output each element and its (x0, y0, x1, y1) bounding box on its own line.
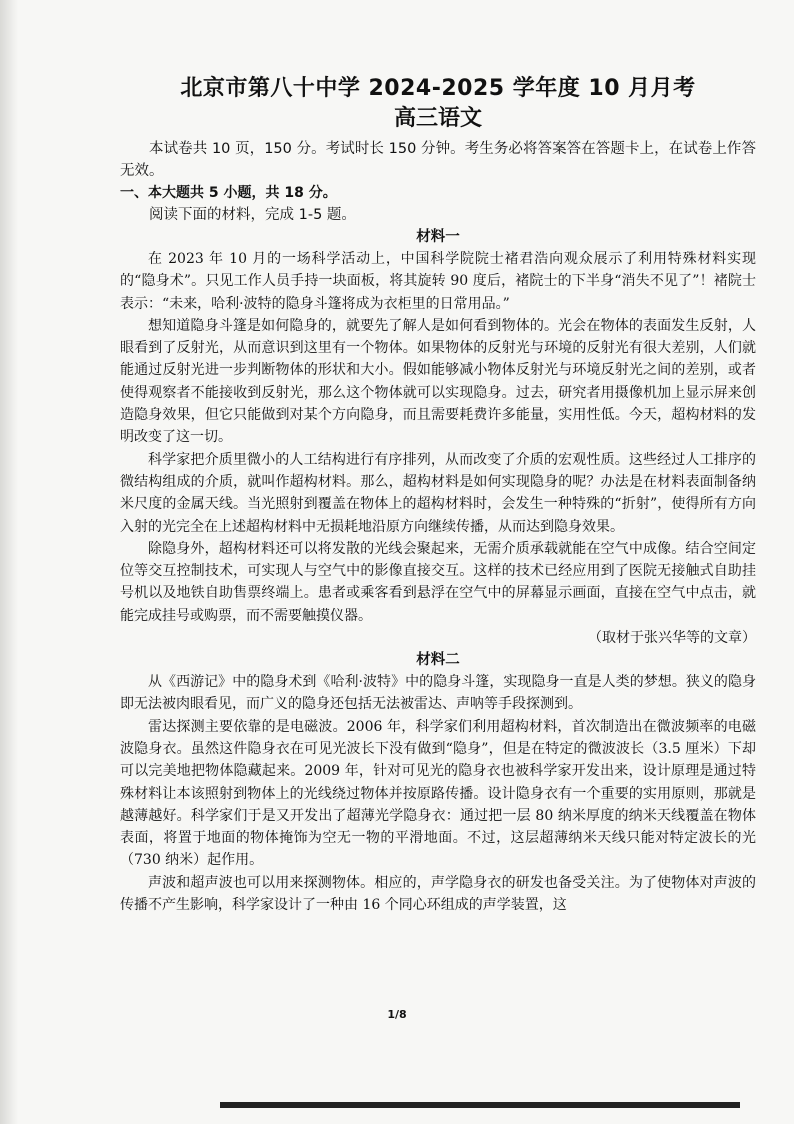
material-one-paragraph: 科学家把介质里微小的人工结构进行有序排列，从而改变了介质的宏观性质。这些经过人工排序的微结构组成的介质，就叫作超构材料。那么，超构材料是如何实现隐身的呢？办法是在材料表面制备纳米尺度的金属天线。当光照射到覆盖在物体上的超构材料时，会发生一种特殊的“折射”，使得所有方向入射的光完全在上述超构材料中无损耗地沿原方向继续传播，从而达到隐身效果。 (120, 451, 756, 535)
exam-title: 北京市第八十中学 2024-2025 学年度 10 月月考 (180, 76, 696, 101)
exam-subject: 高三语文 (393, 106, 482, 131)
material-two-paragraph: 声波和超声波也可以用来探测物体。相应的，声学隐身衣的研发也备受关注。为了使物体对声波的传播不产生影响，科学家设计了一种由 16 个同心环组成的声学装置，这 (120, 874, 756, 914)
read-prompt: 阅读下面的材料，完成 1-5 题。 (149, 207, 356, 223)
material-two-paragraph: 从《西游记》中的隐身术到《哈利·波特》中的隐身斗篷，实现隐身一直是人类的梦想。狭义的隐身即无法被肉眼看见，而广义的隐身还包括无法被雷达、声呐等手段探测到。 (120, 674, 756, 713)
page-number: 1/8 (387, 1008, 407, 1021)
material-one-paragraph: 在 2023 年 10 月的一场科学活动上，中国科学院院士褚君浩向观众展示了利用特殊材料实现的“隐身术”。只见工作人员手持一块面板，将其旋转 90 度后，褚院士的下半身“消失不见了”！褚院士表示：“未来，哈利·波特的隐身斗篷将成为衣柜里的日常用品。” (120, 251, 756, 312)
material-one-paragraph: 想知道隐身斗篷是如何隐身的，就要先了解人是如何看到物体的。光会在物体的表面发生反射，人眼看到了反射光，从而意识到这里有一个物体。如果物体的反射光与环境的反射光有很大差别，人们就能通过反射光进一步判断物体的形状和大小。假如能够减小物体反射光与环境反射光之间的差别，或者使得观察者不能接收到反射光，那么这个物体就可以实现隐身。过去，研究者用摄像机加上显示屏来创造隐身效果，但它只能做到对某个方向隐身，而且需要耗费许多能量，实用性低。今天，超构材料的发明改变了这一切。 (120, 317, 756, 446)
page-content (120, 74, 756, 916)
material-two-paragraph: 雷达探测主要依靠的是电磁波。2006 年，科学家们利用超构材料，首次制造出在微波频率的电磁波隐身衣。虽然这件隐身衣在可见光波长下没有做到“隐身”，但是在特定的微波波长（3.5 厘米）下却可以完美地把物体隐藏起来。2009 年，针对可见光的隐身衣也被科学家开发出来，设计原理是通过特殊材料让本该照射到物体上的光线绕过物体并按原路传播。设计隐身衣有一个重要的实用原则，那就是越薄越好。科学家们于是又开发出了超薄光学隐身衣：通过把一层 80 纳米厚度的纳米天线覆盖在物体表面，将置于地面的物体掩饰为空无一物的平滑地面。不过，这层超薄纳米天线只能对特定波长的光（730 纳米）起作用。 (120, 718, 756, 869)
material-one-source: （取材于张兴华等的文章） (588, 630, 756, 647)
material-one-paragraph: 除隐身外，超构材料还可以将发散的光线会聚起来，无需介质承载就能在空气中成像。结合空间定位等交互控制技术，可实现人与空气中的影像直接交互。这样的技术已经应用到了医院无接触式自助挂号机以及地铁自助售票终端上。患者或乘客看到悬浮在空气中的屏幕显示画面，直接在空气中点击，就能完成挂号或购票，而不需要触摸仪器。 (120, 540, 756, 624)
scan-bottom-bar (220, 1102, 740, 1108)
exam-instructions: 本试卷共 10 页，150 分。考试时长 150 分钟。考生务必将答案答在答题卡上，在试卷上作答无效。 (120, 141, 756, 179)
material-two-heading: 材料二 (416, 652, 460, 669)
scan-edge-shadow (0, 0, 18, 1124)
section-heading: 一、本大题共 5 小题，共 18 分。 (120, 185, 337, 201)
material-one-heading: 材料一 (416, 229, 460, 245)
